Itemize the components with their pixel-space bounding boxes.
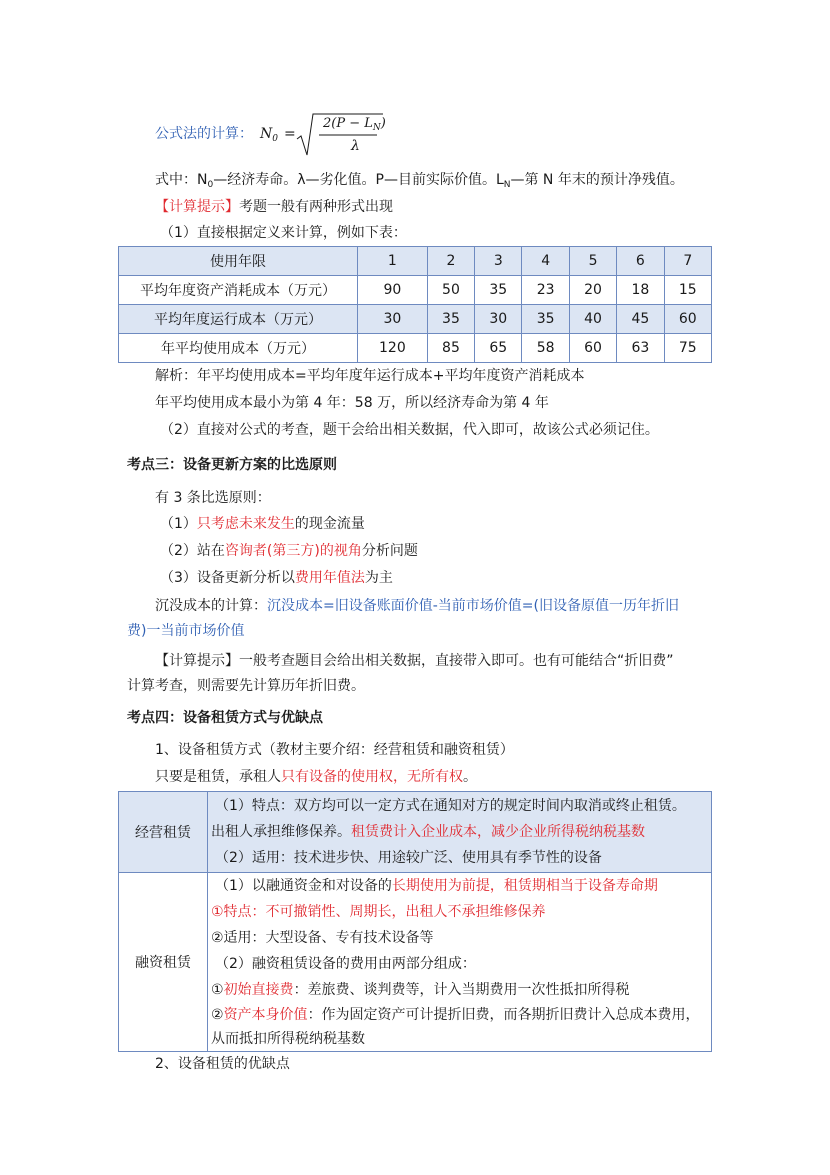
principle-3: （3）设备更新分析以费用年值法为主 [160, 570, 393, 586]
item-1: （1）直接根据定义来计算，例如下表： [160, 225, 407, 241]
table-header-row: 使用年限 1 2 3 4 5 6 7 [119, 247, 712, 276]
formula-legend: 式中：$N_0—$经济寿命。λ—劣化值。P—目前实际价值。$L_N—$第 N 年末的预计净残值。 [155, 172, 684, 190]
analysis-2: 年平均使用成本最小为第 4 年：58 万，所以经济寿命为第 4 年 [155, 395, 549, 411]
formula-equals: = [284, 126, 296, 142]
operating-lease-row [119, 792, 712, 873]
table-row: 平均年度资产消耗成本（万元） 90 50 35 23 20 18 15 [119, 276, 712, 305]
economic-life-table [118, 246, 712, 363]
operating-lease-detail: （1）特点：双方均可以一定方式在通知对方的规定时间内取消或终止租赁。 出租人承担维修保养。租赁费计入企业成本，减少企业所得税纳税基数 （2）适用：技术进步快、用途较广泛、使用具有季节性的设备 [208, 792, 712, 873]
calc-hint-2-line-2: 计算考查，则需要先计算历年折旧费。 [127, 678, 365, 694]
calc-hint-2-line-1: 【计算提示】一般考查题目会给出相关数据，直接带入即可。也有可能结合“折旧费” [155, 653, 674, 669]
table-row: 平均年度运行成本（万元） 30 35 30 35 40 45 60 [119, 305, 712, 334]
formula-lhs: $N_0$ [260, 126, 278, 144]
calc-hint-1: 【计算提示】考题一般有两种形式出现 [155, 199, 393, 215]
sunk-cost-line-2: 费)一当前市场价值 [127, 623, 245, 639]
formula-label: 公式法的计算： [155, 126, 253, 142]
finance-lease-row [119, 873, 712, 1052]
formula-denominator: λ [351, 138, 360, 154]
lease-intro: 只要是租赁，承租人只有设备的使用权，无所有权。 [155, 769, 477, 785]
formula-numerator: $2(P - L_N)$ [323, 116, 386, 133]
table-row: 年平均使用成本（万元） 120 85 65 58 60 63 75 [119, 334, 712, 363]
lease-pros-title: 2、设备租赁的优缺点 [155, 1056, 290, 1072]
principle-2: （2）站在咨询者(第三方)的视角分析问题 [160, 543, 418, 559]
analysis-1: 解析：年平均使用成本=平均年度年运行成本+平均年度资产消耗成本 [155, 368, 585, 384]
operating-lease-name: 经营租赁 [119, 792, 208, 873]
lease-type-table [118, 791, 712, 1052]
finance-lease-detail: （1）以融通资金和对设备的长期使用为前提，租赁期相当于设备寿命期 ①特点：不可撤销性、周期长，出租人不承担维修保养 ②适用：大型设备、专有技术设备等 （2）融资租赁设备的费用由两部分组成： ①初始直接费：差旅费、谈判费等，计入当期费用一次性抵扣所得税 ②资产本身价值：作为固定资产可计提折旧费，而各期折旧费计入总成本费用，从而抵扣所得税纳税基数 [208, 873, 712, 1052]
principle-1: （1）只考虑未来发生的现金流量 [160, 516, 365, 532]
sunk-cost-line-1: 沉没成本的计算：沉没成本=旧设备账面价值-当前市场价值=(旧设备原值一历年折旧 [155, 598, 679, 614]
finance-lease-name: 融资租赁 [119, 873, 208, 1052]
section-3-title: 考点三：设备更新方案的比选原则 [127, 457, 337, 473]
section-4-title: 考点四：设备租赁方式与优缺点 [127, 710, 323, 726]
lease-title: 1、设备租赁方式（教材主要介绍：经营租赁和融资租赁） [155, 742, 514, 758]
item-2: （2）直接对公式的考查，题干会给出相关数据，代入即可，故该公式必须记住。 [160, 422, 659, 438]
principles-intro: 有 3 条比选原则： [155, 490, 271, 506]
